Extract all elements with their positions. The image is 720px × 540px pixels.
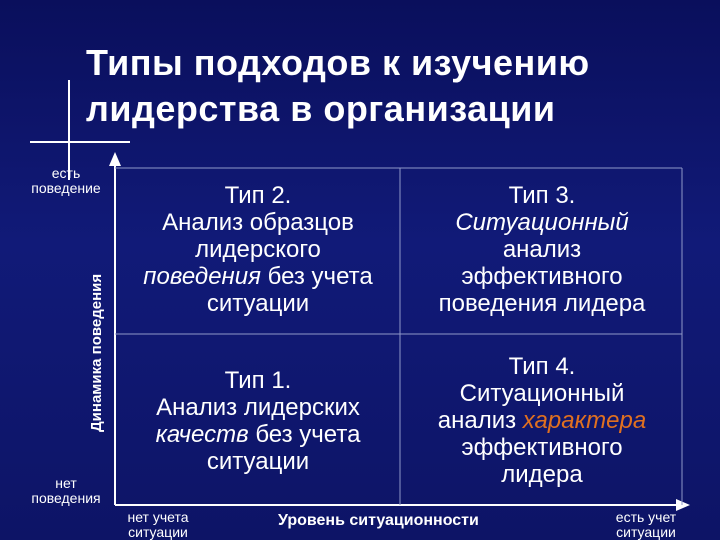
x-axis-title: Уровень ситуационности (278, 512, 479, 529)
type3-line-2: анализ (502, 236, 582, 263)
x-right-label-line-1: есть учет (615, 509, 677, 525)
x-left-label (108, 510, 208, 540)
type4-line-2-emphasis: характера (522, 407, 647, 434)
y-top-label-line-2: поведение (31, 180, 101, 196)
type3-heading: Тип 3. (508, 182, 576, 209)
y-bottom-label-line-2: поведения (31, 490, 101, 506)
y-bottom-label-line-1: нет (55, 475, 77, 491)
type4-line-4: лидера (501, 461, 583, 488)
type1-line-2-emphasis: качеств (155, 421, 249, 448)
title-line-1: Типы подходов к изучению (86, 42, 590, 83)
quadrant-type-3 (402, 182, 682, 317)
y-top-label (18, 166, 114, 196)
type3-line-3: эффективного (461, 263, 623, 290)
type1-line-3: ситуации (206, 448, 310, 475)
type2-heading: Тип 2. (224, 182, 292, 209)
type2-line-3 (118, 263, 398, 290)
quadrant-type-2 (118, 182, 398, 317)
type1-line-1: Анализ лидерских (156, 394, 360, 421)
type2-line-3-rest: без учета (260, 263, 373, 290)
type3-line-1: Ситуационный (455, 209, 629, 236)
x-left-label-line-2: ситуации (128, 524, 188, 540)
type4-line-3: эффективного (461, 434, 623, 461)
x-right-label (596, 510, 696, 540)
type1-line-2-rest: без учета (248, 421, 361, 448)
y-bottom-label (18, 476, 114, 506)
type1-heading: Тип 1. (224, 367, 292, 394)
type1-line-2 (118, 421, 398, 448)
x-right-label-line-2: ситуации (616, 524, 676, 540)
title-line-2: лидерства в организации (86, 88, 556, 129)
type2-line-3-emphasis: поведения (143, 263, 261, 290)
type2-line-1: Анализ образцов (162, 209, 354, 236)
y-axis-arrow (109, 152, 121, 166)
type3-line-4: поведения лидера (438, 290, 646, 317)
type4-line-2-pre: анализ (437, 407, 523, 434)
type4-heading: Тип 4. (508, 353, 576, 380)
type2-line-4: ситуации (206, 290, 310, 317)
x-left-label-line-1: нет учета (127, 509, 189, 525)
type4-line-2 (402, 407, 682, 434)
type4-line-1: Ситуационный (459, 380, 625, 407)
y-top-label-line-1: есть (51, 165, 81, 181)
type2-line-2: лидерского (195, 236, 321, 263)
quadrant-type-4 (402, 353, 682, 488)
quadrant-type-1 (118, 367, 398, 475)
y-axis-title: Динамика поведения (88, 273, 105, 432)
